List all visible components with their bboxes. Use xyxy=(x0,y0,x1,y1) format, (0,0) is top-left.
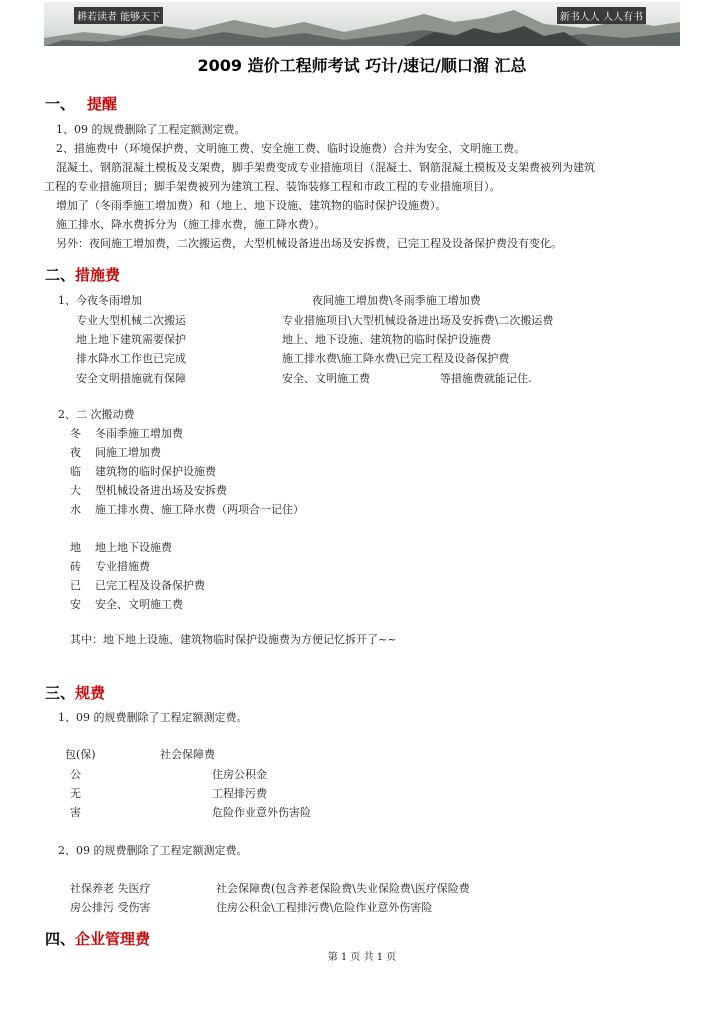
group2-value-4: 安全、文明施工费 xyxy=(95,598,183,611)
s3-rhyme-right-1: 社会保障费(包含养老保险费\失业保险费\医疗保险费 xyxy=(216,882,470,895)
group1-value-5: 施工排水费、施工降水费（两项合一记住） xyxy=(95,503,304,516)
group2-key-1: 地 xyxy=(70,541,81,554)
section-1-heading xyxy=(45,93,117,114)
s2-note: 其中：地下地上设施、建筑物临时保护设施费为方便记忆拆开了~~ xyxy=(70,633,397,646)
section-3-heading xyxy=(45,682,105,703)
s3-value-2: 住房公积金 xyxy=(212,768,267,781)
section-1-number: 一、 xyxy=(45,95,76,113)
page-title: 2009 造价工程师考试 巧计/速记/顺口溜 汇总 xyxy=(197,56,527,75)
s1-line-7: 另外：夜间施工增加费，二次搬运费，大型机械设备进出场及安拆费，已完工程及设备保护费没有变化。 xyxy=(56,237,562,250)
item-2-title: 2、二 次搬动费 xyxy=(58,408,135,421)
header-banner xyxy=(44,2,680,46)
group2-key-2: 砖 xyxy=(70,560,81,573)
s1-line-4: 工程的专业措施项目；脚手架费被列为建筑工程、装饰装修工程和市政工程的专业措施项目）。 xyxy=(44,180,501,193)
rhyme-left-3: 地上地下建筑需要保护 xyxy=(76,333,186,346)
s1-line-1: 1、09 的规费删除了工程定额测定费。 xyxy=(56,123,246,136)
rhyme-right-4: 施工排水费\施工降水费\已完工程及设备保护费 xyxy=(282,352,510,365)
group2-value-1: 地上地下设施费 xyxy=(95,541,172,554)
group1-key-3: 临 xyxy=(70,465,81,478)
rhyme-left-1: 1、今夜冬雨增加 xyxy=(58,294,142,307)
s1-line-6: 施工排水、降水费拆分为（施工排水费，施工降水费）。 xyxy=(56,218,326,231)
s3-value-1: 社会保障费 xyxy=(160,748,215,761)
s3-value-4: 危险作业意外伤害险 xyxy=(212,806,311,819)
group1-key-5: 水 xyxy=(70,503,81,516)
rhyme-left-2: 专业大型机械二次搬运 xyxy=(76,314,186,327)
rhyme-note: 等措施费就能记住. xyxy=(440,372,532,385)
section-1-title: 提醒 xyxy=(87,95,118,113)
rhyme-right-1: 夜间施工增加费\冬雨季施工增加费 xyxy=(312,294,481,307)
section-2-number: 二、 xyxy=(45,266,76,284)
s3-intro-2: 2、09 的规费删除了工程定额测定费。 xyxy=(58,844,248,857)
rhyme-left-4: 排水降水工作也已完成 xyxy=(76,352,186,365)
s3-key-2: 公 xyxy=(70,768,81,781)
banner-right-text: 新书人人 人人有书 xyxy=(557,7,646,24)
s1-line-3: 混凝土、钢筋混凝土模板及支架费，脚手架费变成专业措施项目（混凝土、钢筋混凝土模板及支架费被列为建筑 xyxy=(56,161,595,174)
group1-value-2: 间施工增加费 xyxy=(95,446,161,459)
section-4-heading xyxy=(45,928,150,949)
s3-rhyme-left-2: 房公排污 受伤害 xyxy=(70,901,151,914)
group1-value-1: 冬雨季施工增加费 xyxy=(95,427,183,440)
rhyme-right-2: 专业措施项目\大型机械设备进出场及安拆费\二次搬运费 xyxy=(282,314,554,327)
group1-value-3: 建筑物的临时保护设施费 xyxy=(95,465,216,478)
section-4-number: 四、 xyxy=(45,930,76,948)
rhyme-left-5: 安全文明措施就有保障 xyxy=(76,372,186,385)
s3-intro-1: 1、09 的规费删除了工程定额测定费。 xyxy=(58,711,248,724)
rhyme-right-3: 地上、地下设施、建筑物的临时保护设施费 xyxy=(282,333,491,346)
s1-line-2: 2、措施费中（环境保护费、文明施工费、安全施工费、临时设施费）合并为安全、文明施工费。 xyxy=(56,142,525,155)
page-footer: 第 1 页 共 1 页 xyxy=(327,952,397,963)
group2-key-3: 已 xyxy=(70,579,81,592)
group1-key-2: 夜 xyxy=(70,446,81,459)
group2-key-4: 安 xyxy=(70,598,81,611)
section-2-heading xyxy=(45,264,120,285)
rhyme-right-5: 安全、文明施工费 xyxy=(282,372,370,385)
group2-value-2: 专业措施费 xyxy=(95,560,150,573)
section-2-title: 措施费 xyxy=(75,266,121,284)
s3-key-4: 害 xyxy=(70,806,81,819)
s1-line-5: 增加了（冬雨季施工增加费）和（地上、地下设施、建筑物的临时保护设施费）。 xyxy=(56,199,447,212)
group1-value-4: 型机械设备进出场及安拆费 xyxy=(95,484,227,497)
s3-key-1: 包(保) xyxy=(65,748,96,761)
s3-value-3: 工程排污费 xyxy=(212,787,267,800)
s3-rhyme-left-1: 社保养老 失医疗 xyxy=(70,882,151,895)
section-4-title: 企业管理费 xyxy=(75,930,151,948)
s3-rhyme-right-2: 住房公积金\工程排污费\危险作业意外伤害险 xyxy=(216,901,433,914)
s3-key-3: 无 xyxy=(70,787,81,800)
banner-left-text: 耕若读者 能够天下 xyxy=(74,7,163,24)
group2-value-3: 已完工程及设备保护费 xyxy=(95,579,205,592)
group1-key-4: 大 xyxy=(70,484,81,497)
group1-key-1: 冬 xyxy=(70,427,81,440)
section-3-title: 规费 xyxy=(75,684,106,702)
section-3-number: 三、 xyxy=(45,684,76,702)
